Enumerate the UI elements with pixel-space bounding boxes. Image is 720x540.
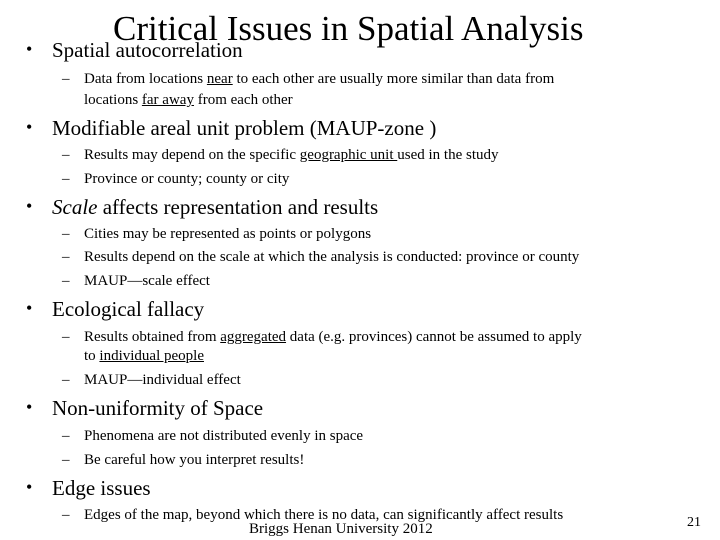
text-segment: to bbox=[84, 348, 100, 364]
underlined-term-individual-people: individual people bbox=[99, 348, 204, 364]
heading-ecological-fallacy: Ecological fallacy bbox=[52, 297, 205, 321]
heading-spatial-autocorrelation: Spatial autocorrelation bbox=[52, 38, 243, 62]
bullet-icon: • bbox=[26, 397, 33, 417]
dash-icon: – bbox=[62, 71, 70, 87]
text-segment: Results obtained from bbox=[84, 329, 221, 345]
heading-edge-issues: Edge issues bbox=[52, 476, 151, 500]
underlined-term-geographic-unit: geographic unit bbox=[299, 147, 398, 163]
underlined-term-aggregated: aggregated bbox=[220, 329, 287, 345]
text-segment: affects representation and results bbox=[97, 195, 379, 219]
dash-icon: – bbox=[62, 273, 70, 289]
text-segment: used in the study bbox=[397, 147, 499, 163]
dash-icon: – bbox=[62, 372, 70, 388]
subitem-autocorrelation-line2 bbox=[84, 91, 293, 110]
text-segment: from each other bbox=[193, 92, 293, 108]
heading-maup: Modifiable areal unit problem (MAUP-zone ) bbox=[52, 116, 437, 140]
subitem-ecological-line2 bbox=[84, 347, 204, 366]
heading-scale bbox=[52, 196, 378, 219]
subitem-phenomena: Phenomena are not distributed evenly in space bbox=[84, 428, 364, 444]
text-segment: Data from locations bbox=[84, 71, 207, 87]
text-segment: data (e.g. provinces) cannot be assumed to apply bbox=[286, 329, 582, 345]
subitem-cities-points: Cities may be represented as points or polygons bbox=[84, 226, 372, 242]
text-segment: locations bbox=[84, 92, 142, 108]
dash-icon: – bbox=[62, 147, 70, 163]
heading-non-uniformity: Non-uniformity of Space bbox=[52, 396, 264, 420]
dash-icon: – bbox=[62, 226, 70, 242]
emphasis-scale: Scale bbox=[52, 195, 98, 219]
dash-icon: – bbox=[62, 171, 70, 187]
footer-credit: Briggs Henan University 2012 bbox=[249, 521, 433, 537]
subitem-edges-of-map: Edges of the map, beyond which there is no data, can significantly affect results bbox=[84, 507, 564, 523]
bullet-icon: • bbox=[26, 39, 33, 59]
text-segment: to each other are usually more similar than data from bbox=[232, 71, 555, 87]
bullet-icon: • bbox=[26, 117, 33, 137]
slide-title: Critical Issues in Spatial Analysis bbox=[113, 9, 584, 48]
bullet-icon: • bbox=[26, 477, 33, 497]
subitem-autocorrelation-line1 bbox=[84, 70, 554, 89]
page-number: 21 bbox=[687, 515, 701, 530]
subitem-scale-results: Results depend on the scale at which the analysis is conducted: province or county bbox=[84, 249, 580, 265]
dash-icon: – bbox=[62, 249, 70, 265]
subitem-province-county: Province or county; county or city bbox=[84, 171, 290, 187]
subitem-be-careful: Be careful how you interpret results! bbox=[84, 452, 305, 468]
text-segment: Results may depend on the specific bbox=[84, 147, 300, 163]
dash-icon: – bbox=[62, 428, 70, 444]
bullet-icon: • bbox=[26, 298, 33, 318]
underlined-term-far-away: far away bbox=[141, 92, 194, 108]
dash-icon: – bbox=[62, 329, 70, 345]
subitem-maup-individual-effect: MAUP—individual effect bbox=[84, 372, 241, 388]
underlined-term-near: near bbox=[206, 71, 233, 87]
bullet-icon: • bbox=[26, 196, 33, 216]
dash-icon: – bbox=[62, 452, 70, 468]
subitem-ecological-line1 bbox=[84, 328, 582, 347]
dash-icon: – bbox=[62, 507, 70, 523]
subitem-maup-scale-effect: MAUP—scale effect bbox=[84, 273, 210, 289]
subitem-maup-geographic-unit bbox=[84, 146, 499, 165]
